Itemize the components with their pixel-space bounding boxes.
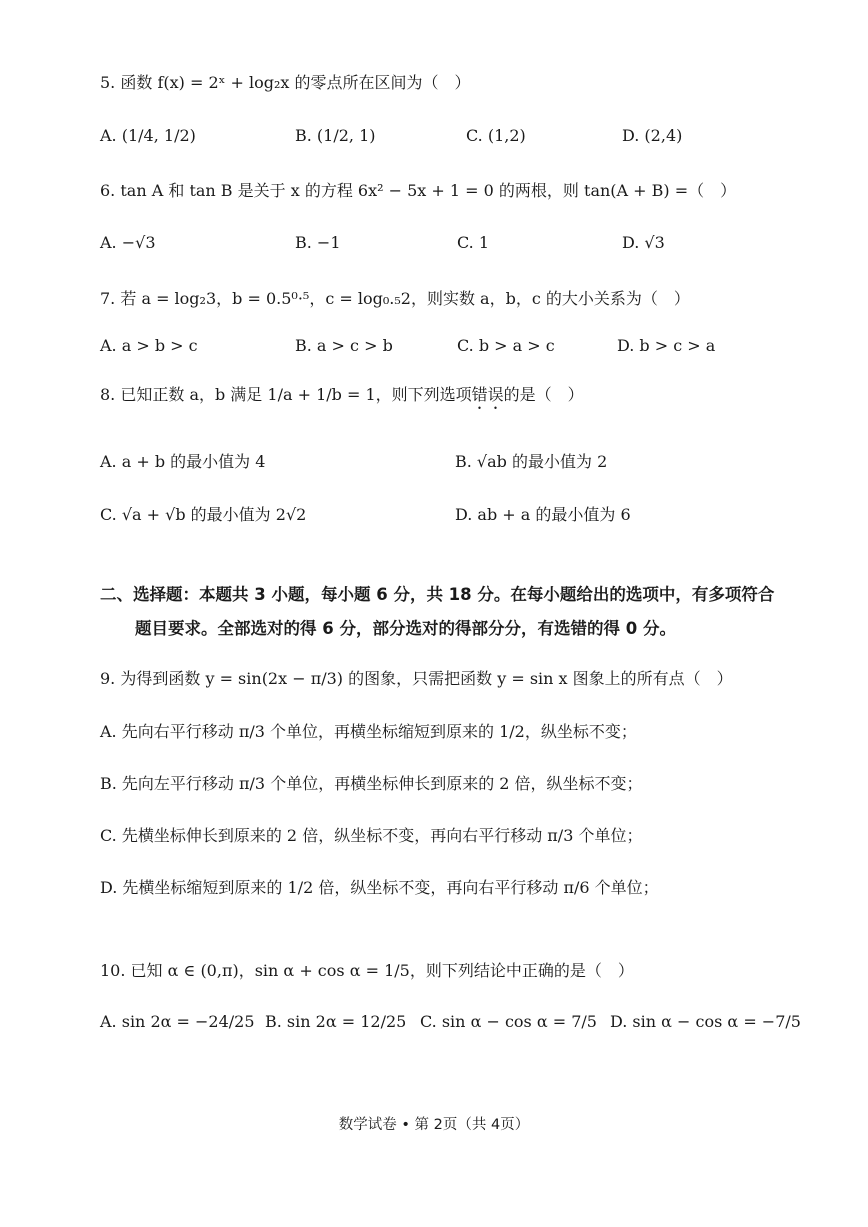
q10-option-a: A. sin 2α = −24/25: [100, 1012, 255, 1031]
q6-option-b: B. −1: [295, 233, 341, 252]
q9-option-a: A. 先向右平行移动 π/3 个单位，再横坐标缩短到原来的 1/2，纵坐标不变；: [100, 722, 637, 741]
q9-option-c: C. 先横坐标伸长到原来的 2 倍，纵坐标不变，再向右平行移动 π/3 个单位；: [100, 826, 643, 845]
q8-option-b: B. √ab 的最小值为 2: [455, 452, 608, 471]
q8-option-d: D. ab + a 的最小值为 6: [455, 505, 631, 524]
section2-heading-line2: 题目要求。全部选对的得 6 分，部分选对的得部分分，有选错的得 0 分。: [135, 619, 676, 638]
q8-stem: [100, 382, 584, 413]
q10-option-c: C. sin α − cos α = 7/5: [420, 1012, 597, 1031]
q9-option-d: D. 先横坐标缩短到原来的 1/2 倍，纵坐标不变，再向右平行移动 π/6 个单位；: [100, 878, 659, 897]
q5-option-d: D. (2,4): [622, 126, 683, 145]
q7-option-d: D. b > c > a: [617, 336, 716, 355]
q5-option-a: A. (1/4, 1/2): [100, 126, 196, 145]
q9-stem: 9. 为得到函数 y = sin(2x − π/3) 的图象，只需把函数 y = sin x 图象上的所有点（ ）: [100, 669, 733, 688]
q7-option-c: C. b > a > c: [457, 336, 555, 355]
q9-option-b: B. 先向左平行移动 π/3 个单位，再横坐标伸长到原来的 2 倍，纵坐标不变；: [100, 774, 643, 793]
page-footer: 数学试卷 • 第 2页（共 4页）: [338, 1117, 530, 1133]
q6-option-c: C. 1: [457, 233, 490, 252]
q8-option-a: A. a + b 的最小值为 4: [100, 452, 266, 471]
q5-option-b: B. (1/2, 1): [295, 126, 376, 145]
q6-option-a: A. −√3: [100, 233, 156, 252]
q8-stem-before: 8. 已知正数 a，b 满足 1/a + 1/b = 1，则下列选项: [100, 385, 472, 404]
q5-stem: 5. 函数 f(x) = 2ˣ + log₂x 的零点所在区间为（ ）: [100, 73, 471, 92]
q8-stem-emphasis: 错误: [471, 385, 504, 404]
q7-stem: 7. 若 a = log₂3，b = 0.5⁰·⁵，c = log₀.₅2，则实数 a，b，c 的大小关系为（ ）: [100, 289, 690, 308]
q7-option-a: A. a > b > c: [100, 336, 198, 355]
q10-stem: 10. 已知 α ∈ (0,π)，sin α + cos α = 1/5，则下列结论中正确的是（ ）: [100, 961, 634, 980]
section2-heading-line1: 二、选择题：本题共 3 小题，每小题 6 分，共 18 分。在每小题给出的选项中，有多项符合: [100, 585, 775, 604]
q8-option-c: C. √a + √b 的最小值为 2√2: [100, 505, 307, 524]
q6-stem: 6. tan A 和 tan B 是关于 x 的方程 6x² − 5x + 1 = 0 的两根，则 tan(A + B) =（ ）: [100, 181, 737, 200]
q7-option-b: B. a > c > b: [295, 336, 393, 355]
q6-option-d: D. √3: [622, 233, 665, 252]
q5-option-c: C. (1,2): [466, 126, 526, 145]
q8-stem-after: 的是（ ）: [503, 385, 584, 404]
q10-option-b: B. sin 2α = 12/25: [265, 1012, 407, 1031]
q10-option-d: D. sin α − cos α = −7/5: [610, 1012, 801, 1031]
